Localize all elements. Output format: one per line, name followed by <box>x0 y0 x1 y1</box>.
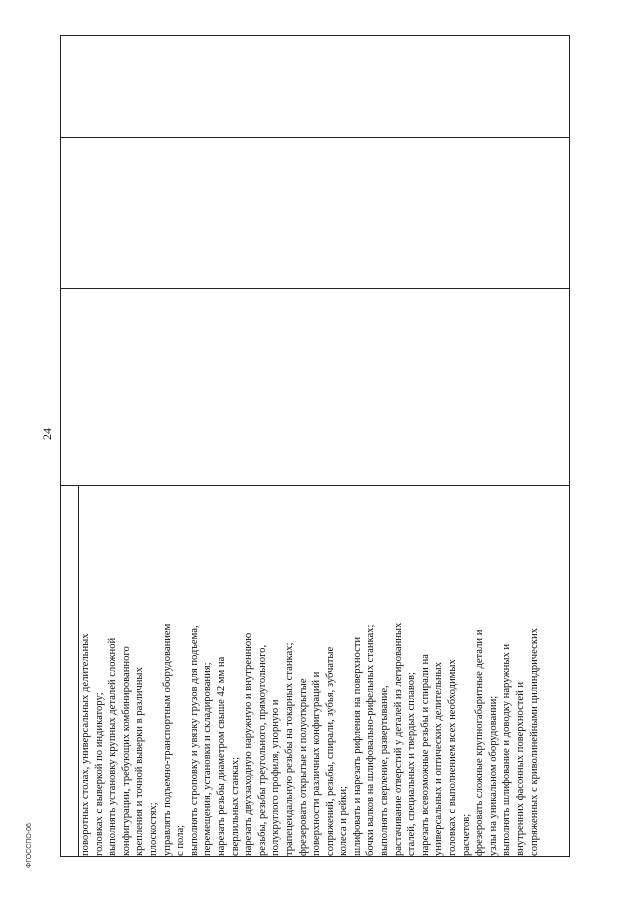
text-line: плоскостях; <box>147 802 159 856</box>
text-line: сопряженных с криволинейными цилиндрических <box>528 628 540 856</box>
text-line: конфигурации, требующих комбинированного <box>120 646 132 856</box>
text-line: растачивание отверстий у деталей из легированных <box>392 622 404 856</box>
text-line: сверлильных станках; <box>229 756 241 856</box>
text-line: выполнять шлифование и доводку наружных и <box>501 643 513 856</box>
text-line: выполнять строповку и увязку грузов для подъема, <box>188 625 200 856</box>
table-left-column <box>60 485 79 857</box>
skills-text-cell <box>79 486 569 856</box>
text-line: с пола; <box>175 824 187 856</box>
text-line: головках с выверкой по индикатору; <box>93 692 105 856</box>
text-line: нарезать двухзаходную наружную и внутреннюю <box>243 632 255 856</box>
text-line: фрезеровать сложные крупногабаритные детали и <box>474 629 486 856</box>
text-line: сталей, специальных и твердых сплавов; <box>406 672 418 856</box>
page-number: 24 <box>40 428 54 440</box>
text-line: выполнять сверление, развертывание, <box>379 685 391 856</box>
text-line: резьбы, резьбы треугольного, прямоугольного, <box>256 644 268 856</box>
column-divider <box>60 137 570 138</box>
text-line: крепления и точной выверки в различных <box>134 667 146 856</box>
text-line: узлы на уникальном оборудовании; <box>487 695 499 856</box>
text-line: выполнять установку крупных деталей сложной <box>107 637 119 856</box>
text-line: шлифовать и нарезать рифления на поверхности <box>351 636 363 856</box>
text-line: внутренних фасонных поверхностей и <box>515 681 526 856</box>
text-line: колеса и рейки; <box>338 786 350 856</box>
text-line: головках с выполнением всех необходимых <box>447 659 459 856</box>
text-line: бочки валков на шлифовально-рифельных станках; <box>365 624 377 856</box>
text-line: фрезеровать открытые и полуоткрытые <box>297 678 309 856</box>
text-line: перемещения, установки и складирования; <box>202 662 214 856</box>
text-line: поворотных столах, универсальных делительных <box>80 633 91 856</box>
column-divider <box>60 288 570 289</box>
text-line: универсальных и оптических делительных <box>433 662 445 856</box>
text-line: расчетов; <box>460 813 472 856</box>
footer-code: ФГОССПО-06 <box>26 823 33 868</box>
text-line: поверхности различных конфигураций и <box>311 671 323 856</box>
text-line: управлять подъемно-транспортным оборудованием <box>161 623 173 856</box>
text-line: нарезать всевозможные резьбы и спирали на <box>419 654 431 856</box>
text-line: трапецеидальную резьбы на токарных станках; <box>283 642 295 856</box>
text-line: сопряжений, резьбы, спирали, зубья, зубчатые <box>324 646 336 856</box>
text-line: нарезать резьбы диаметром свыше 42 мм на <box>215 656 227 856</box>
text-line: полукруглого профиля, упорную и <box>270 699 282 856</box>
